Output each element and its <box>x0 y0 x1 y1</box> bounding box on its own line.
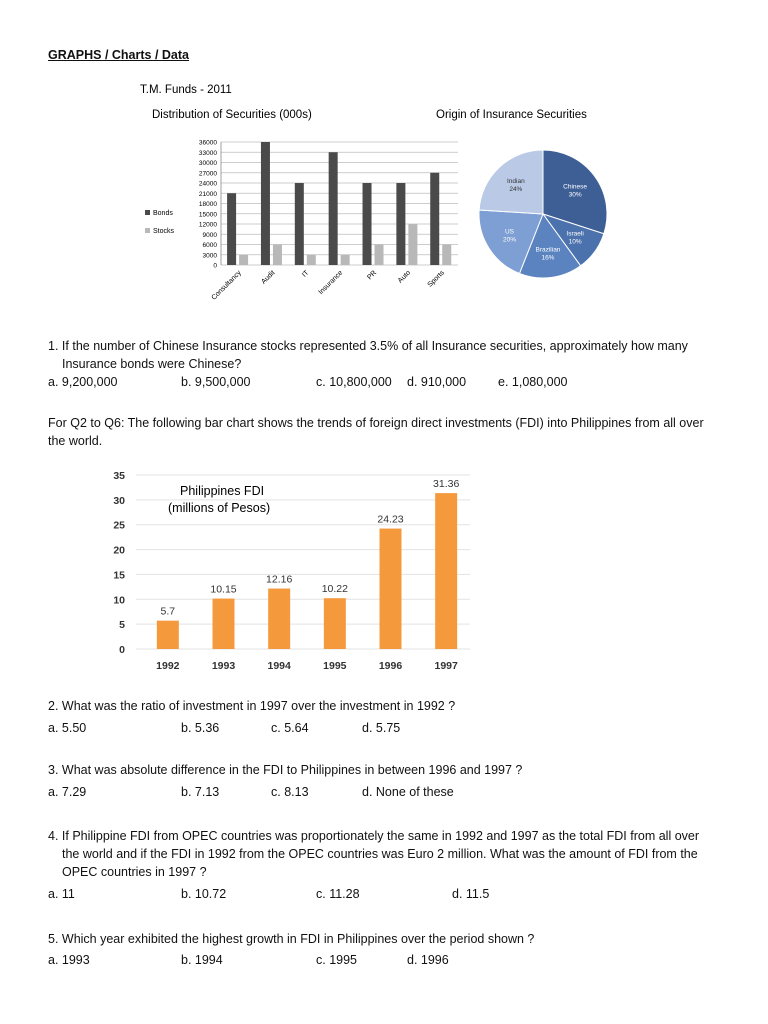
securities-y-tick: 9000 <box>202 231 217 239</box>
pie-value-label: 20% <box>502 236 517 244</box>
fdi-x-label: 1994 <box>267 660 291 672</box>
pie-value-label: 30% <box>568 191 582 199</box>
question-1-number: 1. <box>48 339 59 353</box>
q1-option-d[interactable]: d. 910,000 <box>407 375 467 389</box>
fdi-y-tick: 0 <box>119 644 125 656</box>
fdi-bar <box>157 621 179 649</box>
q1-option-e[interactable]: e. 1,080,000 <box>498 375 568 389</box>
question-2-text: 2. What was the ratio of investment in 1997 over the investment in 1992 ? <box>48 699 456 713</box>
securities-x-label: Consultancy <box>210 269 243 302</box>
fdi-chart <box>100 466 478 676</box>
pie-value-label: 10% <box>568 238 582 246</box>
fdi-bar <box>268 589 290 649</box>
pie-label: Chinese <box>563 183 588 191</box>
bonds-bar <box>295 183 304 265</box>
fdi-y-tick: 30 <box>113 494 125 507</box>
stocks-bar <box>375 245 384 266</box>
pie-label: US <box>504 228 515 236</box>
q1-option-c[interactable]: c. 10,800,000 <box>316 375 392 389</box>
stocks-bar <box>239 255 248 265</box>
securities-y-tick: 30000 <box>198 160 217 167</box>
q5-option-c[interactable]: c. 1995 <box>316 953 358 967</box>
securities-y-tick: 36000 <box>198 139 217 147</box>
fdi-y-tick: 10 <box>113 594 125 607</box>
pie-label: Israeli <box>566 230 584 238</box>
securities-x-label: IT <box>301 269 311 279</box>
question-4-line3: OPEC countries in 1997 ? <box>62 865 207 879</box>
fdi-y-tick: 35 <box>113 470 125 482</box>
tm-funds-figure <box>138 78 616 318</box>
securities-x-label: Insurance <box>317 269 345 297</box>
q1-option-a[interactable]: a. 9,200,000 <box>48 375 118 389</box>
fdi-value-label: 24.23 <box>377 513 404 526</box>
securities-y-tick: 21000 <box>198 190 217 198</box>
fdi-x-label: 1993 <box>211 660 236 672</box>
fdi-value-label: 10.15 <box>210 583 237 596</box>
q4-option-b[interactable]: b. 10.72 <box>181 887 227 901</box>
bar-chart-title: Distribution of Securities (000s) <box>152 109 312 121</box>
stocks-bar <box>442 245 451 266</box>
q2-option-b[interactable]: b. 5.36 <box>181 721 220 735</box>
question-3 <box>48 761 728 779</box>
legend-bonds-label: Bonds <box>153 210 173 217</box>
bonds-bar <box>396 183 405 265</box>
fdi-bar <box>213 599 235 649</box>
insurance-pie-chart <box>479 150 607 278</box>
question-5-options <box>48 953 748 971</box>
legend-bonds-swatch <box>145 210 150 215</box>
securities-y-tick: 3000 <box>202 252 217 260</box>
fdi-value-label: 10.22 <box>321 583 348 596</box>
securities-grid <box>199 140 458 270</box>
fdi-x-label: 1996 <box>378 660 403 672</box>
page-heading: GRAPHS / Charts / Data <box>48 48 190 62</box>
fig1-title: T.M. Funds - 2011 <box>140 84 232 96</box>
fdi-y-tick: 20 <box>113 544 125 557</box>
question-1-options <box>48 375 748 393</box>
stocks-bar <box>307 255 316 265</box>
pie-value-label: 16% <box>541 254 555 262</box>
fdi-x-label: 1997 <box>434 660 458 672</box>
legend-stocks-label: Stocks <box>153 228 175 235</box>
question-4-options <box>48 887 748 905</box>
q5-option-a[interactable]: a. 1993 <box>48 953 90 967</box>
pie-label: Brazilian <box>535 246 561 254</box>
fdi-x-label: 1995 <box>323 660 347 672</box>
q3-option-a[interactable]: a. 7.29 <box>48 785 87 799</box>
securities-x-label: PR <box>366 269 379 282</box>
fdi-bar <box>380 529 402 649</box>
securities-y-tick: 15000 <box>198 211 217 219</box>
bonds-bar <box>261 142 270 265</box>
pie-chart-title: Origin of Insurance Securities <box>436 109 587 121</box>
q3-option-c[interactable]: c. 8.13 <box>271 785 309 799</box>
securities-y-tick: 24000 <box>198 180 217 188</box>
q5-option-b[interactable]: b. 1994 <box>181 953 223 967</box>
question-2 <box>48 697 728 715</box>
securities-y-tick: 12000 <box>198 221 217 229</box>
q4-option-a[interactable]: a. 11 <box>48 887 75 901</box>
q4-option-d[interactable]: d. 11.5 <box>452 887 490 901</box>
question-1 <box>48 337 728 373</box>
fdi-intro <box>48 414 728 450</box>
fdi-y-tick: 15 <box>113 569 125 582</box>
q4-option-c[interactable]: c. 11.28 <box>316 887 360 901</box>
fdi-chart-subtitle: (millions of Pesos) <box>168 501 271 515</box>
question-5 <box>48 930 728 948</box>
pie-value-label: 24% <box>509 186 523 194</box>
fdi-y-tick: 5 <box>119 619 125 632</box>
question-4-line2: the world and if the FDI in 1992 from the OPEC countries was Euro 2 million. What was the amount of FDI from the <box>62 847 698 861</box>
question-4-line1: 4. If Philippine FDI from OPEC countries was proportionately the same in 1992 and 1997 as the total FDI from all over <box>48 829 700 843</box>
fdi-x-label: 1992 <box>156 660 180 672</box>
bonds-bar <box>363 183 372 265</box>
fdi-chart-title: Philippines FDI <box>180 484 265 498</box>
question-5-text: 5. Which year exhibited the highest growth in FDI in Philippines over the period shown ? <box>48 932 535 946</box>
question-2-options <box>48 721 748 739</box>
securities-y-tick: 18000 <box>198 201 217 208</box>
securities-y-tick: 6000 <box>202 242 217 249</box>
bonds-bar <box>227 193 236 265</box>
fdi-value-label: 5.7 <box>160 605 176 618</box>
question-3-options <box>48 785 748 803</box>
legend-stocks-swatch <box>145 228 150 233</box>
securities-x-label: Audit <box>260 269 277 286</box>
question-3-text: 3. What was absolute difference in the FDI to Philippines in between 1996 and 1997 ? <box>48 763 523 777</box>
fdi-y-tick: 25 <box>113 519 125 532</box>
securities-y-tick: 33000 <box>198 149 217 157</box>
q5-option-d[interactable]: d. 1996 <box>407 953 449 967</box>
securities-bar-chart <box>199 140 458 302</box>
stocks-bar <box>341 255 350 265</box>
securities-y-tick: 0 <box>213 262 217 270</box>
fdi-bar <box>435 493 457 649</box>
stocks-bar <box>273 245 282 266</box>
bonds-bar <box>430 173 439 265</box>
q2-option-d[interactable]: d. 5.75 <box>362 721 401 735</box>
stocks-bar <box>408 224 417 265</box>
question-1-text-line2: Insurance bonds were Chinese? <box>62 357 242 371</box>
securities-y-tick: 27000 <box>198 170 217 178</box>
securities-x-label: Auto <box>396 269 413 285</box>
securities-legend <box>145 210 175 235</box>
fdi-value-label: 12.16 <box>266 573 293 586</box>
fdi-value-label: 31.36 <box>433 478 460 491</box>
question-1-text-line1: If the number of Chinese Insurance stocks represented 3.5% of all Insurance securities, approximately how many <box>61 339 688 353</box>
q2-option-a[interactable]: a. 5.50 <box>48 721 87 735</box>
q2-option-c[interactable]: c. 5.64 <box>271 721 309 735</box>
fdi-bar <box>324 598 346 649</box>
question-4 <box>48 827 728 881</box>
bonds-bar <box>329 152 338 265</box>
pie-label: Indian <box>506 178 525 186</box>
securities-x-label: Sports <box>426 269 446 289</box>
fdi-intro-line1: For Q2 to Q6: The following bar chart shows the trends of foreign direct investments (FDI) into Philippines from all over <box>48 416 704 430</box>
securities-x-labels <box>211 269 447 302</box>
q1-option-b[interactable]: b. 9,500,000 <box>181 375 251 389</box>
q3-option-b[interactable]: b. 7.13 <box>181 785 220 799</box>
q3-option-d[interactable]: d. None of these <box>362 785 454 799</box>
fdi-intro-line2: the world. <box>48 434 103 448</box>
